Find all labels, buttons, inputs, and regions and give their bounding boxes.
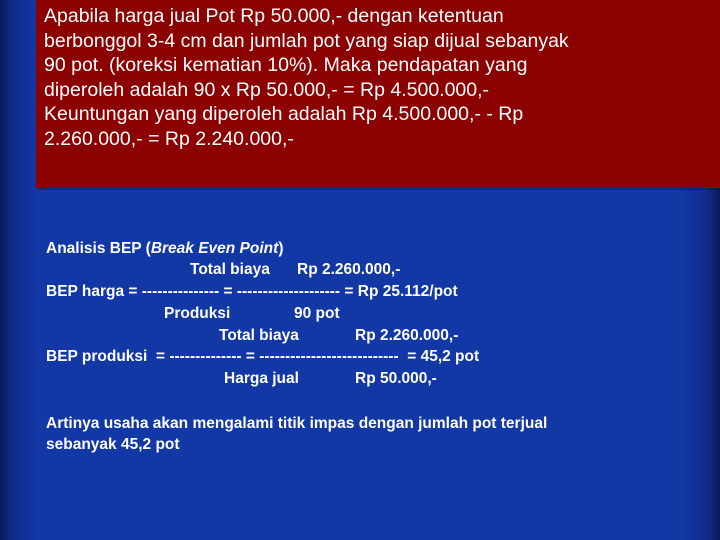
conclusion-line: Artinya usaha akan mengalami titik impas dengan jumlah pot terjual [46, 415, 548, 432]
bep-production-formula: BEP produksi = -------------- = --------------------------- = 45,2 pot [46, 348, 480, 365]
bep-price-numerator-value: Rp 2.260.000,- [297, 261, 401, 278]
bep-production-denominator-value: Rp 50.000,- [355, 370, 437, 387]
intro-line: diperoleh adalah 90 x Rp 50.000,- = Rp 4.500.000,- [44, 78, 490, 101]
conclusion [46, 413, 666, 455]
bep-heading: Analisis BEP (Break Even Point) [46, 240, 284, 257]
conclusion-line: sebanyak 45,2 pot [46, 436, 180, 453]
intro-line: 2.260.000,- = Rp 2.240.000,- [44, 127, 294, 150]
bep-price-denominator-label: Produksi [164, 305, 231, 322]
intro-line: Apabila harga jual Pot Rp 50.000,- dengan ketentuan [44, 5, 504, 27]
intro-line: Keuntungan yang diperoleh adalah Rp 4.500.000,- - Rp [44, 103, 524, 125]
intro-paragraph [44, 4, 674, 151]
bep-production-numerator-value: Rp 2.260.000,- [355, 327, 459, 344]
bep-price-denominator-value: 90 pot [294, 305, 340, 322]
bep-production-numerator-label: Total biaya [219, 327, 299, 344]
bep-price-numerator-label: Total biaya [190, 261, 270, 278]
intro-line: berbonggol 3-4 cm dan jumlah pot yang siap dijual sebanyak [44, 29, 569, 52]
bep-price-formula: BEP harga = --------------- = -------------------- = Rp 25.112/pot [46, 283, 458, 300]
intro-line: 90 pot. (koreksi kematian 10%). Maka pendapatan yang [44, 54, 528, 76]
bep-production-denominator-label: Harga jual [224, 370, 299, 387]
